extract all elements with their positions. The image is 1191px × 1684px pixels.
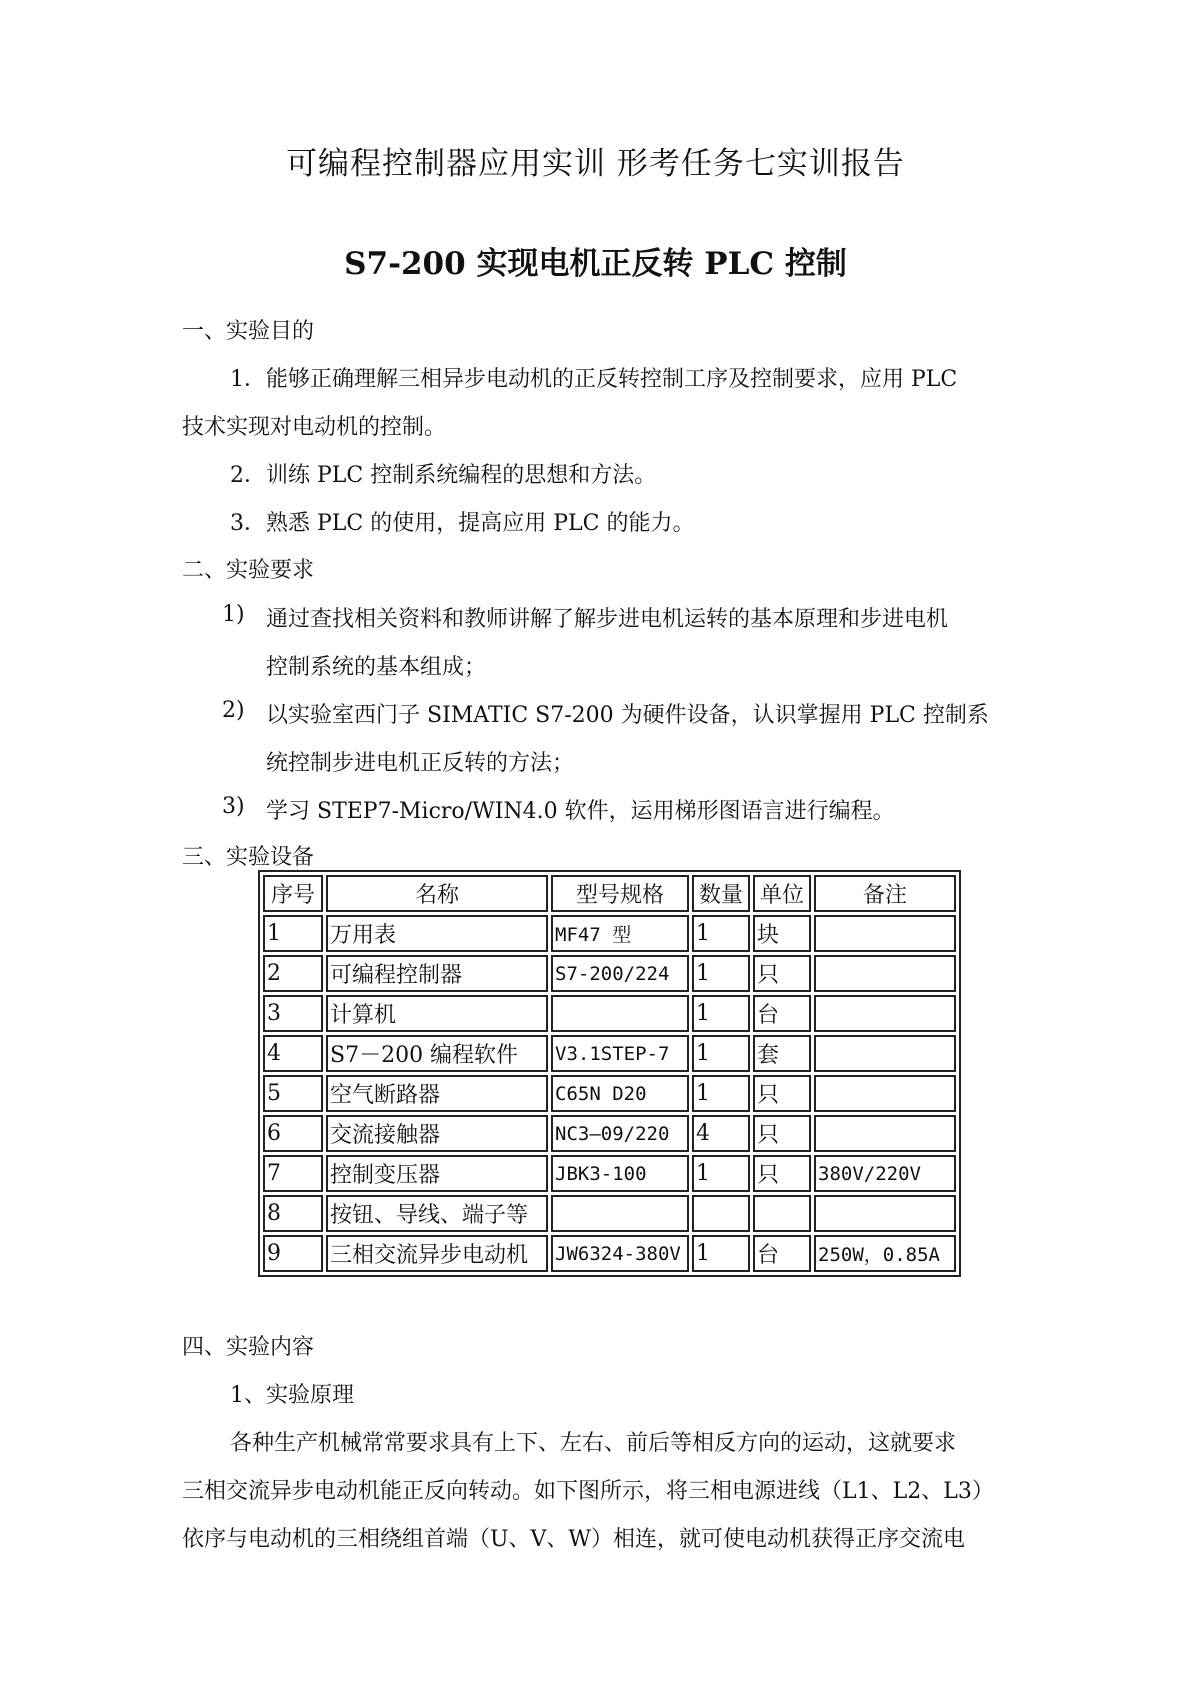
content-paragraph-line3: 依序与电动机的三相绕组首端（U、V、W）相连，就可使电动机获得正序交流电 — [182, 1527, 966, 1552]
requirement-3-line1: 学习 STEP7-Micro/WIN4.0 软件，运用梯形图语言进行编程。 — [266, 799, 895, 824]
requirement-1-line1: 通过查找相关资料和教师讲解了解步进电机运转的基本原理和步进电机 — [266, 607, 949, 632]
table-row — [263, 1235, 956, 1272]
cell-index: 6 — [263, 1115, 323, 1152]
purpose-item-2: 2．训练 PLC 控制系统编程的思想和方法。 — [230, 463, 657, 488]
cell-remark: 380V/220V — [814, 1155, 956, 1192]
cell-name: 三相交流异步电动机 — [326, 1235, 548, 1272]
cell-index: 4 — [263, 1035, 323, 1072]
cell-quantity — [692, 1195, 750, 1232]
cell-remark — [814, 1075, 956, 1112]
cell-index: 5 — [263, 1075, 323, 1112]
cell-name: 按钮、导线、端子等 — [326, 1195, 548, 1232]
content-paragraph-line2: 三相交流异步电动机能正反向转动。如下图所示，将三相电源进线（L1、L2、L3） — [182, 1479, 994, 1504]
header-cell-index: 序号 — [263, 875, 323, 912]
requirement-number: 3) — [222, 794, 245, 819]
cell-quantity: 1 — [692, 1075, 750, 1112]
table-row — [263, 995, 956, 1032]
table-row — [263, 1155, 956, 1192]
cell-model: C65N D20 — [551, 1075, 689, 1112]
cell-remark — [814, 1195, 956, 1232]
cell-remark — [814, 1115, 956, 1152]
cell-model: JBK3-100 — [551, 1155, 689, 1192]
cell-index: 2 — [263, 955, 323, 992]
cell-quantity: 1 — [692, 1155, 750, 1192]
cell-model: V3.1STEP-7 — [551, 1035, 689, 1072]
header-cell-quantity: 数量 — [692, 875, 750, 912]
document-subtitle: S7-200 实现电机正反转 PLC 控制 — [344, 246, 847, 282]
cell-unit: 只 — [753, 1075, 811, 1112]
cell-remark — [814, 1035, 956, 1072]
cell-unit: 只 — [753, 1155, 811, 1192]
cell-remark — [814, 995, 956, 1032]
cell-quantity: 1 — [692, 915, 750, 952]
cell-index: 8 — [263, 1195, 323, 1232]
header-cell-unit: 单位 — [753, 875, 811, 912]
purpose-item-1-line2: 技术实现对电动机的控制。 — [182, 415, 447, 440]
cell-name: 控制变压器 — [326, 1155, 548, 1192]
equipment-table-body — [263, 915, 956, 1272]
cell-unit: 台 — [753, 995, 811, 1032]
cell-remark: 250W，0.85A — [814, 1235, 956, 1272]
table-row — [263, 955, 956, 992]
cell-model: S7-200/224 — [551, 955, 689, 992]
requirement-2-line2: 统控制步进电机正反转的方法； — [266, 751, 575, 776]
cell-name: 交流接触器 — [326, 1115, 548, 1152]
purpose-item-1-line1: 1．能够正确理解三相异步电动机的正反转控制工序及控制要求，应用 PLC — [230, 367, 958, 392]
cell-quantity: 4 — [692, 1115, 750, 1152]
cell-unit — [753, 1195, 811, 1232]
cell-remark — [814, 915, 956, 952]
section-heading-content: 四、实验内容 — [182, 1335, 315, 1360]
cell-quantity: 1 — [692, 955, 750, 992]
cell-model: JW6324-380V — [551, 1235, 689, 1272]
content-paragraph-line1: 各种生产机械常常要求具有上下、左右、前后等相反方向的运动，这就要求 — [230, 1431, 957, 1456]
cell-model: MF47 型 — [551, 915, 689, 952]
cell-index: 7 — [263, 1155, 323, 1192]
table-row — [263, 1115, 956, 1152]
cell-unit: 只 — [753, 955, 811, 992]
cell-unit: 块 — [753, 915, 811, 952]
cell-quantity: 1 — [692, 995, 750, 1032]
cell-model: NC3—09/220 — [551, 1115, 689, 1152]
cell-model — [551, 995, 689, 1032]
cell-name: S7－200 编程软件 — [326, 1035, 548, 1072]
cell-name: 空气断路器 — [326, 1075, 548, 1112]
cell-unit: 台 — [753, 1235, 811, 1272]
equipment-table — [258, 870, 961, 1277]
table-row — [263, 915, 956, 952]
cell-name: 计算机 — [326, 995, 548, 1032]
requirement-number: 1) — [222, 602, 245, 627]
cell-name: 万用表 — [326, 915, 548, 952]
requirement-1-line2: 控制系统的基本组成； — [266, 655, 487, 680]
section-heading-purpose: 一、实验目的 — [182, 319, 315, 344]
cell-unit: 套 — [753, 1035, 811, 1072]
header-cell-remark: 备注 — [814, 875, 956, 912]
table-header-row — [263, 875, 956, 912]
header-cell-name: 名称 — [326, 875, 548, 912]
cell-unit: 只 — [753, 1115, 811, 1152]
content-subheading-principle: 1、实验原理 — [230, 1383, 354, 1408]
section-heading-equipment: 三、实验设备 — [182, 845, 315, 870]
section-heading-requirements: 二、实验要求 — [182, 558, 315, 583]
cell-name: 可编程控制器 — [326, 955, 548, 992]
cell-model — [551, 1195, 689, 1232]
cell-index: 1 — [263, 915, 323, 952]
table-row — [263, 1075, 956, 1112]
cell-index: 3 — [263, 995, 323, 1032]
cell-remark — [814, 955, 956, 992]
table-row — [263, 1195, 956, 1232]
requirement-2-line1: 以实验室西门子 SIMATIC S7-200 为硬件设备，认识掌握用 PLC 控制系 — [266, 703, 989, 728]
cell-index: 9 — [263, 1235, 323, 1272]
header-cell-model: 型号规格 — [551, 875, 689, 912]
document-title: 可编程控制器应用实训 形考任务七实训报告 — [286, 146, 905, 182]
requirement-number: 2) — [222, 698, 245, 723]
purpose-item-3: 3．熟悉 PLC 的使用，提高应用 PLC 的能力。 — [230, 511, 695, 536]
table-row — [263, 1035, 956, 1072]
cell-quantity: 1 — [692, 1035, 750, 1072]
cell-quantity: 1 — [692, 1235, 750, 1272]
